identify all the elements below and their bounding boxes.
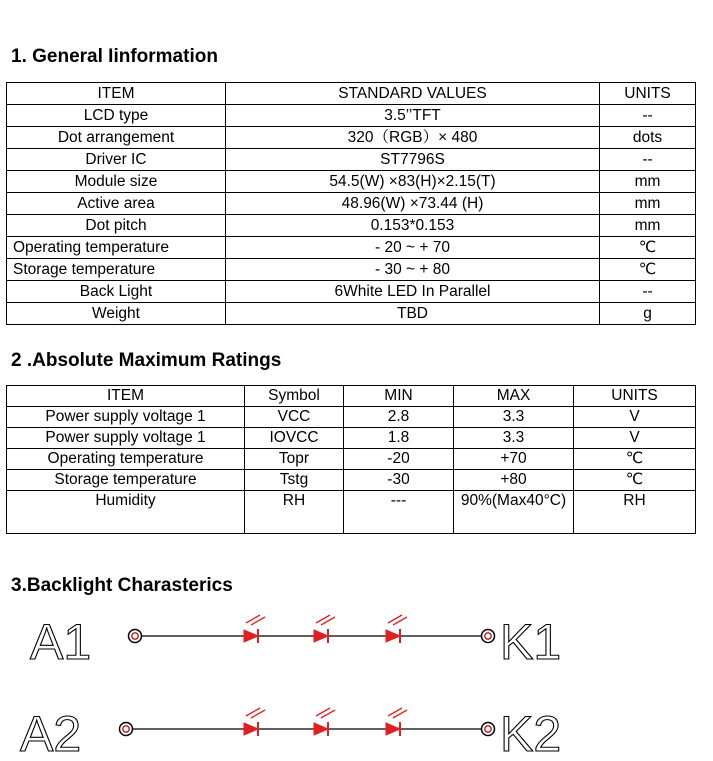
item-cell: Dot arrangement — [7, 127, 226, 149]
led-icon — [384, 615, 407, 643]
value-cell: 320（RGB）× 480 — [226, 127, 600, 149]
item-cell: Driver IC — [7, 149, 226, 171]
unit-cell: RH — [574, 491, 696, 534]
item-cell: Back Light — [7, 281, 226, 303]
max-cell: 3.3 — [454, 407, 574, 428]
header-symbol: Symbol — [245, 386, 344, 407]
value-cell: 54.5(W) ×83(H)×2.15(T) — [226, 171, 600, 193]
item-cell: Dot pitch — [7, 215, 226, 237]
anode-label-2: A2 — [20, 706, 82, 761]
max-cell: 3.3 — [454, 428, 574, 449]
item-cell: Weight — [7, 303, 226, 325]
min-cell: -30 — [344, 470, 454, 491]
unit-cell: mm — [600, 215, 696, 237]
value-cell: - 20 ~ + 70 — [226, 237, 600, 259]
item-cell: LCD type — [7, 105, 226, 127]
unit-cell: V — [574, 428, 696, 449]
item-cell: Operating temperature — [7, 449, 245, 470]
header-units: UNITS — [574, 386, 696, 407]
led-icon — [242, 615, 265, 643]
min-cell: -20 — [344, 449, 454, 470]
led-icon — [242, 708, 265, 736]
header-max: MAX — [454, 386, 574, 407]
cathode-label-1: K1 — [500, 614, 562, 670]
unit-cell: dots — [600, 127, 696, 149]
header-standard-values: STANDARD VALUES — [226, 83, 600, 105]
section3-title: 3.Backlight Charasterics — [11, 575, 233, 596]
min-cell: 1.8 — [344, 428, 454, 449]
cathode-label-2: K2 — [500, 706, 562, 761]
value-cell: TBD — [226, 303, 600, 325]
item-cell: Humidity — [7, 491, 245, 534]
value-cell: 0.153*0.153 — [226, 215, 600, 237]
item-cell: Active area — [7, 193, 226, 215]
header-units: UNITS — [600, 83, 696, 105]
symbol-cell: VCC — [245, 407, 344, 428]
item-cell: Power supply voltage 1 — [7, 428, 245, 449]
unit-cell: ℃ — [574, 449, 696, 470]
unit-cell: mm — [600, 193, 696, 215]
symbol-cell: Topr — [245, 449, 344, 470]
circuit-1 — [30, 614, 561, 670]
unit-cell: g — [600, 303, 696, 325]
anode-label-1: A1 — [30, 614, 92, 670]
header-item: ITEM — [7, 386, 245, 407]
led-icon — [312, 708, 335, 736]
item-cell: Storage temperature — [7, 259, 226, 281]
value-cell: - 30 ~ + 80 — [226, 259, 600, 281]
value-cell: ST7796S — [226, 149, 600, 171]
unit-cell: -- — [600, 149, 696, 171]
led-icon — [312, 615, 335, 643]
item-cell: Operating temperature — [7, 237, 226, 259]
header-item: ITEM — [7, 83, 226, 105]
item-cell: Power supply voltage 1 — [7, 407, 245, 428]
item-cell: Storage temperature — [7, 470, 245, 491]
max-cell: 90%(Max40°C) — [454, 491, 574, 534]
unit-cell: ℃ — [600, 237, 696, 259]
section2-title: 2 .Absolute Maximum Ratings — [11, 350, 282, 371]
unit-cell: ℃ — [574, 470, 696, 491]
anode-node-1 — [129, 630, 142, 643]
circuit-2 — [20, 706, 561, 761]
symbol-cell: Tstg — [245, 470, 344, 491]
section1-title: 1. General Iinformation — [11, 46, 218, 67]
symbol-cell: IOVCC — [245, 428, 344, 449]
value-cell: 3.5’’TFT — [226, 105, 600, 127]
led-icon — [384, 708, 407, 736]
unit-cell: mm — [600, 171, 696, 193]
symbol-cell: RH — [245, 491, 344, 534]
cathode-node-2 — [482, 723, 495, 736]
unit-cell: V — [574, 407, 696, 428]
value-cell: 48.96(W) ×73.44 (H) — [226, 193, 600, 215]
unit-cell: ℃ — [600, 259, 696, 281]
unit-cell: -- — [600, 105, 696, 127]
value-cell: 6White LED In Parallel — [226, 281, 600, 303]
unit-cell: -- — [600, 281, 696, 303]
cathode-node-1 — [482, 630, 495, 643]
header-min: MIN — [344, 386, 454, 407]
max-cell: +70 — [454, 449, 574, 470]
min-cell: 2.8 — [344, 407, 454, 428]
anode-node-2 — [120, 723, 133, 736]
item-cell: Module size — [7, 171, 226, 193]
min-cell: --- — [344, 491, 454, 534]
max-cell: +80 — [454, 470, 574, 491]
